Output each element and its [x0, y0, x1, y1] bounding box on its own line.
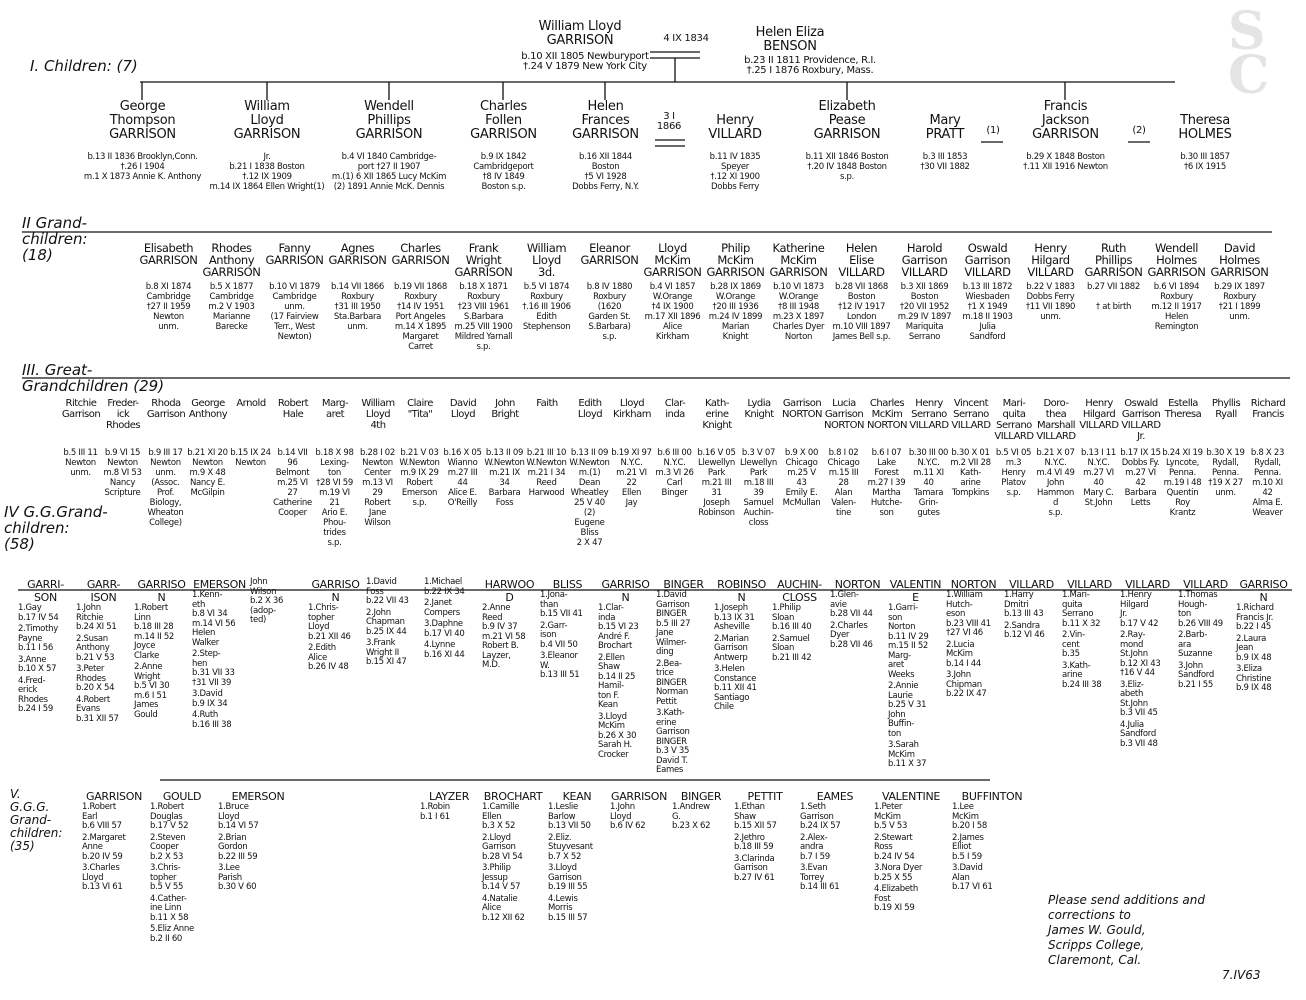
gen5-member: 3.David Alan b.17 VI 61 — [952, 863, 993, 892]
gen4-member: 1.William Hutch- eson b.23 VIII 41 †27 VI 46 — [946, 590, 991, 638]
great-grandchild-name: Henry Serrano VILLARD — [909, 398, 949, 431]
gen4-family-name: VILLARD — [1067, 578, 1112, 591]
gen4-family-group — [946, 578, 1001, 702]
child-info: b.29 X 1848 Boston †.11 XII 1916 Newton — [1023, 152, 1108, 172]
gen4-member: 1.Harry Dmitri b.13 III 43 — [1004, 590, 1044, 619]
grandchild-name: Elisabeth GARRISON — [139, 241, 198, 267]
grandchild-name: Rhodes Anthony GARRISON — [202, 241, 261, 279]
child-info: b.9 IX 1842 Cambridgeport †8 IV 1849 Boston s.p. — [473, 152, 534, 192]
great-grandchild-name: Garrison NORTON — [781, 398, 823, 420]
gen5-family-name: LAYZER — [428, 790, 470, 803]
gen5-family-group — [218, 790, 298, 895]
gen4-member: 1.Kenn- eth b.8 VI 34 m.14 VI 56 Helen Walker — [192, 590, 236, 648]
great-grandchild-name: Charles McKim NORTON — [866, 398, 908, 431]
gen4-member: 2.Anne Reed b.9 IV 37 m.21 VI 58 Robert B. Layzer, M.D. — [482, 603, 526, 670]
gen4-family-group — [134, 578, 189, 722]
great-grandchild-info: b.21 X 07 N.Y.C. m.4 VI 49 John Hammond s.p. — [1036, 448, 1075, 518]
great-grandchild-info: b.3 V 07 Llewellyn Park m.18 III 39 Samuel Auchin- closs — [740, 448, 777, 528]
gen5-family-group — [482, 790, 544, 925]
great-grandchild-info: b.24 XI 19 Lyncote, Penna. m.19 I 48 Quentin Roy Krantz — [1162, 448, 1203, 518]
gen5-member: 1.Robert Earl b.6 VIII 57 — [82, 802, 122, 831]
gen4-member: 1.Richard Francis Jr. b.22 I 45 — [1236, 603, 1274, 632]
great-grandchild-name: Claire "Tita" — [407, 398, 433, 420]
section-great-grandchildren: III. Great- Grandchildren (29) — [22, 361, 165, 395]
gen5-member: 2.Eliz. Stuyvesant b.7 X 52 — [548, 832, 593, 862]
great-grandchild-info: b.21 V 03 W.Newton m.9 IX 29 Robert Emerson s.p. — [399, 448, 440, 508]
gen4-member: 3.John Sandford b.21 I 55 — [1178, 660, 1214, 690]
grandchild-info: b.10 VI 1879 Cambridge unm. (17 Fairview Terr., West Newton) — [269, 282, 320, 342]
grandchild-info: b.5 VI 1874 Roxbury †.16 III 1906 Edith Stephenson — [522, 282, 571, 332]
gen4-member: John Wilson b.2 X 36 (adop- ted) — [250, 577, 284, 625]
gen5-family-name: GOULD — [162, 790, 202, 803]
gen4-member: 1.Chris- topher Lloyd b.21 XII 46 — [308, 603, 351, 642]
gen5-family-group — [734, 790, 796, 885]
gen5-member: 1.Camille Ellen b.3 X 52 — [482, 802, 520, 831]
gen4-family-name: GARRISON — [1239, 578, 1288, 604]
grandchild-info: b.29 IX 1897 Roxbury †21 I 1899 unm. — [1214, 282, 1265, 322]
child-info: Jr. b.21 I 1838 Boston †.12 IX 1909 m.14 IX 1864 Ellen Wright(1) — [209, 152, 325, 192]
gen4-family-name: EMERSON — [193, 578, 246, 591]
gen5-member: 3.Chris- topher b.5 V 55 — [150, 863, 184, 892]
gen4-family-name: VILLARD — [1009, 578, 1054, 591]
grandchild-info: b.6 VI 1894 Roxbury m.12 II 1917 Helen Remington — [1151, 282, 1202, 332]
great-grandchild-info: b.9 X 00 Chicago m.25 V 43 Emily E. McMullan — [782, 448, 821, 508]
grandchild-info: b.28 IX 1869 W.Orange †20 III 1936 m.24 IV 1899 Marian Knight — [708, 282, 763, 342]
gen4-member: 3.John Chipman b.22 IX 47 — [946, 670, 987, 699]
gen4-member: 1.Glen- avie b.28 VII 44 — [830, 590, 873, 619]
gen4-family-group — [830, 578, 885, 652]
gen4-member: 1.John Ritchie b.24 XI 51 — [76, 603, 117, 632]
section-gg-grandchildren: IV G.G.Grand- children: (58) — [4, 503, 108, 553]
gen5-family-name: GARRISON — [610, 790, 668, 803]
grandchild-name: Harold Garrison VILLARD — [901, 241, 948, 279]
great-grandchild-info: b.18 X 98 Lexing- ton †28 VI 59 m.19 VI 21 Ario E. Phou- trides s.p. — [315, 448, 354, 548]
gen4-member: 3.Frank Wright II b.15 XI 47 — [366, 638, 407, 667]
gen4-member: 1.Jona- than b.15 VII 41 — [540, 590, 583, 619]
great-grandchild-info: b.6 III 00 N.Y.C. m.3 VI 26 Carl Binger — [655, 448, 694, 498]
gen4-member: 2.Edith Alice b.26 IV 48 — [308, 643, 349, 672]
gen4-member: 4.Lynne b.16 XI 44 — [424, 640, 465, 660]
gen4-member: 1.Garri- son Norton b.11 IV 29 m.15 II 52 Marg- aret Weeks — [888, 603, 929, 680]
great-grandchild-name: Vincent Serrano VILLARD — [951, 398, 991, 431]
great-grandchild-name: William Lloyd 4th — [361, 398, 395, 431]
gen4-member: 2.Barb- ara Suzanne — [1178, 630, 1213, 659]
great-grandchild-info: b.5 III 11 Newton unm. — [63, 448, 98, 478]
gen4-family-name: ROBINSON — [717, 578, 766, 604]
child-name: Helen Frances GARRISON — [572, 99, 639, 142]
gen4-member: 2.Sandra b.12 VI 46 — [1004, 620, 1045, 640]
child-info: b.4 VI 1840 Cambridge- port †27 II 1907 m.(1) 6 XII 1865 Lucy McKim (2) 1891 Annie McK. Dennis — [331, 152, 447, 192]
gen4-family-group — [656, 578, 711, 778]
child-name: Mary PRATT — [925, 113, 965, 142]
great-grandchild-name: Doro- thea Marshall VILLARD — [1036, 398, 1076, 442]
great-grandchild-info: b.15 IX 24 Newton — [230, 448, 271, 468]
great-grandchild-name: Faith — [536, 398, 558, 409]
gen4-family-group — [18, 578, 73, 717]
gen4-member: 3.Helen Constance b.11 XII 41 Santiago Chile — [714, 664, 757, 712]
gen5-family-group — [82, 790, 146, 895]
great-grandchild-name: Lucia Garrison NORTON — [823, 398, 865, 431]
gen5-member: 2.Alex- andra b.7 I 59 — [800, 832, 830, 862]
gen4-member: 4.Robert Evans b.31 XII 57 — [76, 694, 119, 724]
gen5-member: 3.Clarinda Garrison b.27 IV 61 — [734, 853, 775, 883]
gen5-member: 4.Cather- ine Linn b.11 X 58 — [150, 893, 189, 923]
helen-henry-marriage-date: 3 I 1866 — [656, 111, 682, 132]
gen4-member: 2.Lucia McKim b.14 I 44 — [946, 639, 981, 669]
gen4-member: 1.Gay b.17 IV 54 — [18, 603, 59, 623]
child-name: William Lloyd GARRISON — [233, 99, 301, 142]
great-grandchild-info: b.6 I 07 Lake Forest m.27 I 39 Martha Hutche- son — [867, 448, 906, 518]
gen4-member: 3.Peter Rhodes b.20 X 54 — [76, 664, 115, 693]
gen5-family-group — [610, 790, 668, 834]
gen4-family-group — [482, 578, 537, 673]
gen5-family-name: VALENTINE — [881, 790, 941, 803]
gen5-member: 1.Leslie Barlow b.13 VII 50 — [548, 802, 591, 831]
child-info: b.11 IV 1835 Speyer †.12 XI 1900 Dobbs Ferry — [709, 152, 761, 192]
gen4-family-group — [888, 578, 943, 772]
grandchild-info: b.13 III 1872 Wiesbaden †1 X 1949 m.18 II 1903 Julia Sandford — [962, 282, 1013, 342]
gen4-family-group — [424, 578, 479, 662]
helen-eliza-benson-name: Helen Eliza BENSON — [755, 25, 825, 54]
gen4-member: 2.Vin- cent b.35 — [1062, 630, 1085, 659]
great-grandchild-info: b.21 III 10 W.Newton m.21 I 34 Reed Harwood — [526, 448, 567, 498]
child-name: Henry VILLARD — [708, 113, 762, 142]
child-name: Theresa HOLMES — [1178, 113, 1232, 142]
great-grandchild-name: Phyllis Ryall — [1211, 398, 1241, 420]
gen5-member: 2.Stewart Ross b.24 IV 54 — [874, 832, 915, 862]
gen5-member: 3.Nora Dyer b.25 X 55 — [874, 863, 923, 883]
gen4-member: 2.Annie Laurie b.25 V 31 John Buffin- ton — [888, 681, 927, 739]
grandchild-name: Agnes GARRISON — [328, 241, 387, 267]
great-grandchild-name: Henry Hilgard VILLARD — [1079, 398, 1119, 431]
great-grandchild-info: b.16 V 05 Llewellyn Park m.21 III 31 Joseph Robinson — [697, 448, 736, 518]
gen4-family-group — [308, 578, 363, 675]
helen-eliza-benson-info: b.23 II 1811 Providence, R.I. †.25 I 1876 Roxbury, Mass. — [744, 55, 876, 76]
gen4-family-group — [772, 578, 827, 665]
gen4-family-name: GARRI- SON — [27, 578, 64, 604]
gen5-member: 3.Evan Torrey b.14 III 61 — [800, 863, 840, 892]
great-grandchild-info: b.8 I 02 Chicago m.15 III 28 Alan Valen- tine — [827, 448, 860, 518]
child-name: Elizabeth Pease GARRISON — [813, 99, 881, 142]
child-info: b.11 XII 1846 Boston †.20 IV 1848 Boston s.p. — [805, 152, 889, 182]
gen4-family-name: AUCHIN- CLOSS — [777, 578, 822, 604]
child-name: Francis Jackson GARRISON — [1032, 99, 1099, 142]
gen4-member: 2.Bea- trice BINGER Norman Pettit — [656, 658, 688, 707]
gen5-member: 3.Lee Parish b.30 V 60 — [218, 863, 257, 892]
gen5-family-name: BINGER — [680, 790, 722, 803]
gen5-member: 3.Charles Lloyd b.13 VI 61 — [82, 863, 123, 892]
gen5-family-name: BROCHART — [483, 790, 543, 803]
gen4-family-name: VILLARD — [1183, 578, 1228, 591]
child-info: b.16 XII 1844 Boston †5 VI 1928 Dobbs Ferry, N.Y. — [572, 152, 639, 192]
gen4-member: 1.Mari- quita Serrano b.11 X 32 — [1062, 590, 1101, 629]
great-grandchild-info: b.8 X 23 Rydall, Penna. m.10 XI 42 Alma E. Weaver — [1250, 448, 1285, 518]
great-grandchild-name: Richard Francis — [1250, 398, 1286, 420]
william-lloyd-garrison-name: William Lloyd GARRISON — [538, 19, 622, 48]
gen5-family-group — [548, 790, 606, 925]
grandchild-info: b.22 V 1883 Dobbs Ferry †11 VII 1890 unm. — [1025, 282, 1076, 322]
great-grandchild-info: b.30 X 01 m.2 VII 28 Kath- arine Tompkins — [950, 448, 991, 498]
grandchild-name: Eleanor GARRISON — [580, 241, 639, 267]
grandchild-name: William Lloyd 3d. — [526, 241, 567, 279]
great-grandchild-name: Kath- erine Knight — [702, 398, 732, 431]
gen4-member: 2.Garr- ison b.4 VII 50 — [540, 620, 578, 650]
gen5-member: 3.Philip Jessup b.14 V 57 — [482, 863, 521, 892]
gen4-member: 3.Eliz- abeth St.John b.3 VII 45 — [1120, 679, 1158, 718]
grandchild-info: b.5 X 1877 Cambridge m.2 V 1903 Marianne Barecke — [208, 282, 255, 332]
gen4-member: 2.Susan Anthony b.21 V 53 — [76, 633, 115, 663]
gen4-member: 2.Samuel Sloan b.21 III 42 — [772, 633, 812, 663]
gen4-family-group — [250, 578, 305, 628]
william-lloyd-garrison-info: b.10 XII 1805 Newburyport †.24 V 1879 New York City — [521, 51, 649, 72]
great-grandchild-name: Oswald Garrison VILLARD Jr. — [1121, 398, 1161, 442]
gen4-member: 3.Lloyd McKim b.26 X 30 Sarah H. Crocker — [598, 711, 637, 760]
gen4-member: 2.Marian Garrison Antwerp — [714, 633, 749, 663]
gen4-family-group — [598, 578, 653, 762]
grandchild-info: b.19 VII 1868 Roxbury †14 IV 1951 Port Angeles m.14 X 1895 Margaret Carret — [394, 282, 447, 352]
gen4-member: 2.Anne Wright b.5 VI 30 m.6 I 51 James Gould — [134, 662, 170, 720]
gen4-family-group — [714, 578, 769, 715]
grandchild-info: b.3 XII 1869 Boston †20 VII 1952 m.29 IV 1897 Mariquita Serrano — [897, 282, 952, 342]
gen4-family-group — [1004, 578, 1059, 643]
gen4-member: 3.David b.9 IX 34 — [192, 689, 228, 709]
gen5-family-group — [800, 790, 870, 895]
grandchild-info: b.18 X 1871 Roxbury †23 VIII 1961 S.Barbara m.25 VIII 1900 Mildred Yarnall s.p. — [454, 282, 513, 352]
gen5-member: 4.Natalie Alice b.12 XII 62 — [482, 893, 525, 923]
gen5-member: 1.Robert Douglas b.17 V 52 — [150, 802, 189, 831]
grandchild-info: b.28 VII 1868 Boston †12 IV 1917 London m.10 VIII 1897 James Bell s.p. — [832, 282, 891, 342]
great-grandchild-info: b.28 I 02 Newton Center m.13 VI 29 Robert Jane Wilson — [360, 448, 395, 528]
gen5-member: 4.Elizabeth Fost b.19 XI 59 — [874, 884, 918, 913]
grandchild-name: Helen Elise VILLARD — [838, 241, 885, 279]
gen4-member: 1.Thomas Hough- ton b.26 VIII 49 — [1178, 590, 1223, 629]
marriage-date: 4 IX 1834 — [663, 33, 709, 44]
gen4-family-group — [366, 578, 421, 670]
section-grandchildren: II Grand- children: (18) — [22, 214, 88, 264]
great-grandchild-name: Mari- quita Serrano VILLARD — [994, 398, 1034, 442]
francis-marriage-1: (1) — [986, 125, 1000, 136]
great-grandchild-info: b.13 I 11 N.Y.C. m.27 VI 40 Mary C. St.John — [1081, 448, 1116, 508]
gen4-family-name: GARRISON — [311, 578, 360, 604]
grandchild-name: Ruth Phillips GARRISON — [1084, 241, 1143, 279]
gen4-member: 1.Philip Sloan b.16 III 40 — [772, 603, 812, 632]
gen4-member: 4.Fred- erick Rhodes b.24 I 59 — [18, 675, 53, 714]
gen4-family-name: HARWOOD — [484, 578, 535, 604]
gen5-family-group — [672, 790, 730, 834]
gen5-member: 1.John Lloyd b.6 IV 62 — [610, 802, 646, 831]
great-grandchild-info: b.16 X 05 Wianno m.27 III 44 Alice E. O'Reilly — [443, 448, 482, 508]
grandchild-info: b.10 VI 1873 W.Orange †8 III 1948 m.23 X 1897 Charles Dyer Norton — [772, 282, 825, 342]
gen4-member: 3.Kath- erine Garrison BINGER b.3 V 35 David T. Eames — [656, 708, 690, 775]
gen4-member: 2.Charles Dyer b.28 VII 46 — [830, 620, 873, 650]
great-grandchild-name: Estella Theresa — [1164, 398, 1202, 420]
gen5-family-name: PETTIT — [747, 790, 783, 803]
gen4-member: 3.Daphne b.17 VI 40 — [424, 619, 465, 639]
gen5-member: 2.Brian Gordon b.22 III 59 — [218, 832, 258, 862]
gen4-member: 2.Timothy Payne b.11 I 56 — [18, 624, 58, 653]
gen5-member: 3.Lloyd Garrison b.19 III 55 — [548, 863, 588, 892]
chart-date: 7.IV63 — [1222, 968, 1261, 982]
great-grandchild-name: John Bright — [491, 398, 519, 420]
gen4-member: 2.John Chapman b.25 IX 44 — [366, 607, 407, 637]
grandchild-info: b.14 VII 1866 Roxbury †31 III 1950 Sta.Barbara unm. — [331, 282, 384, 332]
gen5-member: 1.Peter McKim b.5 V 53 — [874, 802, 908, 831]
gen4-family-name: NORTON — [950, 578, 997, 591]
great-grandchild-info: b.9 VI 15 Newton m.8 VI 53 Nancy Scripture — [103, 448, 142, 498]
section-children: I. Children: (7) — [30, 57, 138, 75]
gen5-member: 1.Seth Garrison b.24 IX 57 — [800, 802, 841, 831]
gen4-member: 1.David Foss b.22 VII 43 — [366, 577, 409, 606]
grandchild-name: Charles GARRISON — [391, 241, 450, 267]
grandchild-name: Fanny GARRISON — [265, 241, 324, 267]
child-info: b.13 II 1836 Brooklyn,Conn. †.26 I 1904 m.1 X 1873 Annie K. Anthony — [83, 152, 202, 182]
great-grandchild-info: b.13 II 09 W.Newton m.(1) Dean Wheatley 25 V 40 (2) Eugene Bliss 2 X 47 — [569, 448, 610, 548]
great-grandchild-name: Edith Lloyd — [577, 398, 603, 420]
francis-marriage-2: (2) — [1132, 125, 1146, 136]
gen5-family-group — [150, 790, 214, 946]
great-grandchild-name: Ritchie Garrison — [61, 398, 101, 420]
gen4-member: 3.Eleanor W. b.13 III 51 — [540, 651, 580, 680]
gen4-member: 2.Ray- mond St.John b.12 XI 43 †16 V 44 — [1120, 630, 1161, 678]
gen5-member: 2.Steven Cooper b.2 X 53 — [150, 832, 186, 862]
gen4-member: 1.David Garrison BINGER b.5 III 27 Jane Wilmer- ding — [656, 590, 691, 657]
gen5-family-name: EMERSON — [231, 790, 285, 803]
grandchild-info: b.8 XI 1874 Cambridge †27 II 1959 Newton unm. — [145, 282, 192, 332]
great-grandchild-name: Robert Hale — [277, 398, 309, 420]
gen5-member: 1.Lee McKim b.20 I 58 — [952, 802, 987, 831]
gen5-member: 2.Lloyd Garrison b.28 VI 54 — [482, 832, 523, 862]
gen4-family-group — [1120, 578, 1175, 751]
gen5-member: 1.Ethan Shaw b.15 XII 57 — [734, 802, 777, 831]
grandchild-name: Henry Hilgard VILLARD — [1027, 241, 1074, 279]
grandchild-info: b.4 VI 1857 W.Orange †4 IX 1900 m.17 XII 1896 Alice Kirkham — [644, 282, 701, 342]
grandchild-name: David Holmes GARRISON — [1210, 241, 1269, 279]
gen4-member: 3.Eliza Christine b.9 IX 48 — [1236, 664, 1272, 693]
grandchild-name: Frank Wright GARRISON — [454, 241, 513, 279]
gen4-family-group — [1062, 578, 1117, 692]
great-grandchild-info: b.21 XI 20 Newton m.9 X 48 Nancy E. McGilpin — [187, 448, 228, 498]
gen4-member: 1.Robert Linn b.18 III 28 m.14 II 52 Joyce Clarke — [134, 603, 175, 661]
gen5-family-name: GARRISON — [85, 790, 143, 803]
gen4-member: 3.Anne b.10 X 57 — [18, 654, 57, 674]
gen4-family-name: VALENTINE — [889, 578, 942, 604]
gen4-member: 4.Ruth b.16 III 38 — [192, 710, 232, 730]
gen5-family-group — [952, 790, 1032, 895]
gen4-member: 1.Henry Hilgard Jr. b.17 V 42 — [1120, 590, 1159, 629]
great-grandchild-name: Lloyd Kirkham — [613, 398, 651, 420]
gen5-family-group — [420, 790, 478, 824]
gen5-family-name: BUFFINTON — [961, 790, 1023, 803]
great-grandchild-name: Lydia Knight — [744, 398, 774, 420]
child-name: George Thompson GARRISON — [109, 99, 176, 142]
gen4-family-group — [76, 578, 131, 726]
great-grandchild-name: Arnold — [236, 398, 266, 409]
child-name: Charles Follen GARRISON — [470, 99, 537, 142]
gen4-member: 1.Joseph b.13 IX 31 Asheville — [714, 603, 755, 632]
grandchild-name: Philip McKim GARRISON — [706, 241, 765, 279]
great-grandchild-info: b.30 X 19 Rydall, Penna. †19 X 27 unm. — [1206, 448, 1245, 498]
gen4-member: 2.Step- hen b.31 VII 33 †31 VII 39 — [192, 649, 235, 688]
gen5-member: 2.James Elliot b.5 I 59 — [952, 832, 984, 862]
gen4-family-name: GARRISON — [137, 578, 186, 604]
great-grandchild-info: b.5 VI 05 m.3 Henry Platov s.p. — [995, 448, 1032, 498]
gen4-member: 2.Janet Compers — [424, 598, 460, 618]
child-info: b.3 III 1853 †30 VII 1882 — [920, 152, 970, 172]
gen5-member: 2.Margaret Anne b.20 IV 59 — [82, 832, 126, 862]
great-grandchild-info: b.30 III 00 N.Y.C. m.11 XI 40 Tamara Grin- gutes — [908, 448, 949, 518]
gen4-family-name: GARRISON — [601, 578, 650, 604]
grandchild-name: Oswald Garrison VILLARD — [964, 241, 1011, 279]
gen4-family-group — [540, 578, 595, 683]
child-name: Wendell Phillips GARRISON — [355, 99, 423, 142]
gen4-member: 3.Sarah McKim b.11 X 37 — [888, 740, 927, 769]
great-grandchild-name: Clar- inda — [664, 398, 686, 420]
gen5-member: 1.Andrew G. b.23 X 62 — [672, 802, 711, 831]
great-grandchild-info: b.13 II 09 W.Newton m.21 IX 34 Barbara Foss — [484, 448, 525, 508]
sc-monogram-watermark: S C — [1228, 1, 1270, 106]
great-grandchild-info: b.19 XI 97 N.Y.C. m.21 VI 22 Ellen Jay — [611, 448, 652, 508]
gen5-member: 1.Robin b.1 I 61 — [420, 802, 450, 822]
section-ggg-grandchildren: V. G.G.G. Grand- children: (35) — [10, 787, 63, 853]
gen5-member: 4.Lewis Morris b.15 III 57 — [548, 893, 588, 923]
child-info: b.30 III 1857 †6 IX 1915 — [1180, 152, 1230, 172]
great-grandchild-name: Marg- aret — [321, 398, 349, 420]
great-grandchild-name: David Lloyd — [449, 398, 477, 420]
gen4-family-name: BLISS — [552, 578, 583, 591]
gen4-family-name: GARR- ISON — [86, 578, 121, 604]
gen4-member: 3.Kath- arine b.24 III 38 — [1062, 660, 1102, 690]
grandchild-name: Katherine McKim GARRISON — [769, 241, 828, 279]
great-grandchild-name: Rhoda Garrison — [146, 398, 186, 420]
grandchild-name: Wendell Holmes GARRISON — [1147, 241, 1206, 279]
gen4-family-name: BINGER — [663, 578, 704, 591]
gen5-family-name: KEAN — [562, 790, 592, 803]
gen4-family-name: VILLARD — [1125, 578, 1170, 591]
gen4-member: 2.Ellen Shaw b.14 II 25 Hamil- ton F. Kean — [598, 652, 636, 710]
grandchild-info: b.8 IV 1880 Roxbury (1620 Garden St. S.Barbara) s.p. — [586, 282, 633, 342]
grandchild-info: b.27 VII 1882 † at birth — [1087, 282, 1140, 312]
gen5-family-group — [874, 790, 948, 916]
great-grandchild-name: George Anthony — [188, 398, 228, 420]
gen4-family-group — [1178, 578, 1233, 692]
gen4-family-name: NORTON — [834, 578, 881, 591]
gen5-member: 5.Eliz Anne b.2 II 60 — [150, 924, 194, 944]
great-grandchild-info: b.17 IX 15 Dobbs Fy. m.27 VI 42 Barbara Letts — [1120, 448, 1161, 508]
gen4-member: 4.Julia Sandford b.3 VII 48 — [1120, 719, 1158, 749]
gen4-member: 2.Laura Jean b.9 IX 48 — [1236, 633, 1272, 663]
gen4-family-group — [1236, 578, 1291, 696]
gen4-member: 1.Michael b.22 IX 34 — [424, 577, 465, 597]
gen5-family-name: EAMES — [816, 790, 854, 803]
corrections-note: Please send additions and corrections to James W. Gould, Scripps College, Claremont, Cal. — [1048, 893, 1205, 967]
gen5-member: 2.Jethro b.18 III 59 — [734, 832, 774, 852]
great-grandchild-info: b.9 III 17 Newton unm. (Assoc. Prof. Biology, Wheaton College) — [147, 448, 184, 528]
great-grandchild-name: Freder- ick Rhodes — [105, 398, 141, 431]
grandchild-name: Lloyd McKim GARRISON — [643, 241, 702, 279]
gen4-member: 1.Clar- inda b.15 VI 23 André F. Brochart — [598, 603, 639, 651]
great-grandchild-info: b.14 VII 96 Belmont m.25 VI 27 Catherine Cooper — [273, 448, 312, 518]
gen4-family-group — [192, 578, 247, 732]
gen5-member: 1.Bruce Lloyd b.14 VI 57 — [218, 802, 259, 831]
